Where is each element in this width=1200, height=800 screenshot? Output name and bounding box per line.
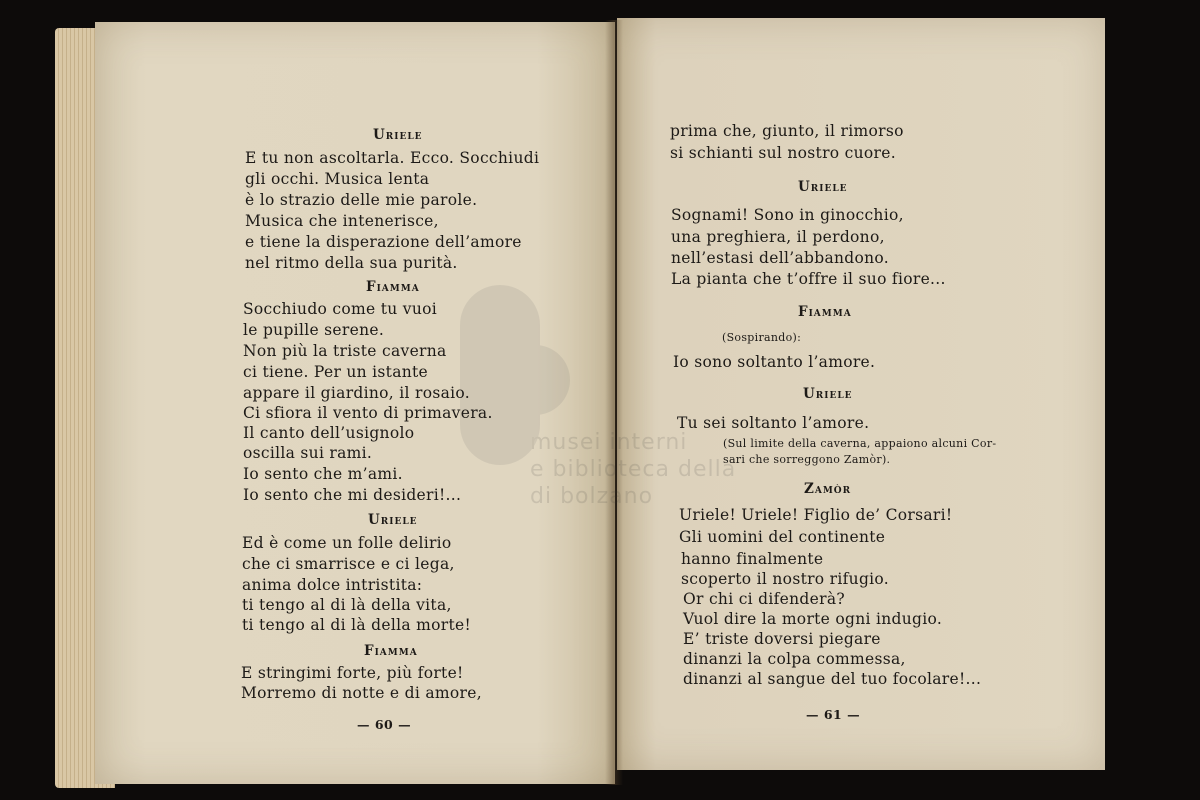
verse-line: nel ritmo della sua purità. [245, 254, 458, 272]
verse-line: Non più la triste caverna [243, 342, 447, 360]
verse-line: E tu non ascoltarla. Ecco. Socchiudi [245, 149, 540, 167]
verse-line: prima che, giunto, il rimorso [670, 122, 904, 140]
verse-line: che ci smarrisce e ci lega, [242, 555, 455, 573]
stage-direction: (Sul limite della caverna, appaiono alcuni Cor- [723, 437, 997, 450]
speaker-label: Fiamma [798, 304, 852, 320]
stage-direction: (Sospirando): [722, 331, 802, 344]
speaker-label: Uriele [368, 512, 418, 528]
verse-line: Ci sfiora il vento di primavera. [243, 404, 493, 422]
verse-line: hanno finalmente [681, 550, 824, 568]
verse-line: ti tengo al di là della vita, [242, 596, 452, 614]
verse-line: La pianta che t’offre il suo fiore... [671, 270, 946, 288]
verse-line: Musica che intenerisce, [245, 212, 439, 230]
verse-line: ci tiene. Per un istante [243, 363, 429, 381]
verse-line: nell’estasi dell’abbandono. [671, 249, 890, 267]
verse-line: ti tengo al di là della morte! [242, 616, 471, 634]
verse-line: anima dolce intristita: [242, 576, 423, 594]
verse-line: Sognami! Sono in ginocchio, [671, 206, 904, 224]
verse-line: Tu sei soltanto l’amore. [677, 414, 870, 432]
verse-line: Io sono soltanto l’amore. [673, 353, 876, 371]
verse-line: appare il giardino, il rosaio. [243, 384, 470, 402]
speaker-label: Uriele [798, 179, 848, 195]
verse-line: dinanzi la colpa commessa, [683, 650, 906, 668]
verse-line: Vuol dire la morte ogni indugio. [683, 610, 943, 628]
verse-line: oscilla sui rami. [243, 444, 373, 462]
page-number: — 61 — [806, 707, 861, 722]
verse-line: si schianti sul nostro cuore. [670, 144, 896, 162]
verse-line: Io sento che mi desideri!... [243, 486, 462, 504]
verse-line: scoperto il nostro rifugio. [681, 570, 890, 588]
stage-direction: sari che sorreggono Zamòr). [723, 453, 891, 466]
verse-line: Gli uomini del continente [679, 528, 886, 546]
verse-line: dinanzi al sangue del tuo focolare!... [683, 670, 982, 688]
verse-line: le pupille serene. [243, 321, 385, 339]
verse-line: Morremo di notte e di amore, [241, 684, 482, 702]
verse-line: Or chi ci difenderà? [683, 590, 845, 608]
verse-line: Il canto dell’usignolo [243, 424, 415, 442]
verse-line: gli occhi. Musica lenta [245, 170, 430, 188]
speaker-label: Zamòr [804, 481, 852, 497]
speaker-label: Fiamma [366, 279, 420, 295]
verse-line: E’ triste doversi piegare [683, 630, 881, 648]
verse-line: è lo strazio delle mie parole. [245, 191, 478, 209]
verse-line: Uriele! Uriele! Figlio de’ Corsari! [679, 506, 953, 524]
verse-line: Io sento che m’ami. [243, 465, 403, 483]
verse-line: E stringimi forte, più forte! [241, 664, 464, 682]
verse-line: una preghiera, il perdono, [671, 228, 885, 246]
speaker-label: Fiamma [364, 643, 418, 659]
speaker-label: Uriele [373, 127, 423, 143]
speaker-label: Uriele [803, 386, 853, 402]
book-gutter [605, 20, 623, 785]
verse-line: Socchiudo come tu vuoi [243, 300, 437, 318]
page-number: — 60 — [357, 717, 412, 732]
verse-line: e tiene la disperazione dell’amore [245, 233, 522, 251]
verse-line: Ed è come un folle delirio [242, 534, 452, 552]
